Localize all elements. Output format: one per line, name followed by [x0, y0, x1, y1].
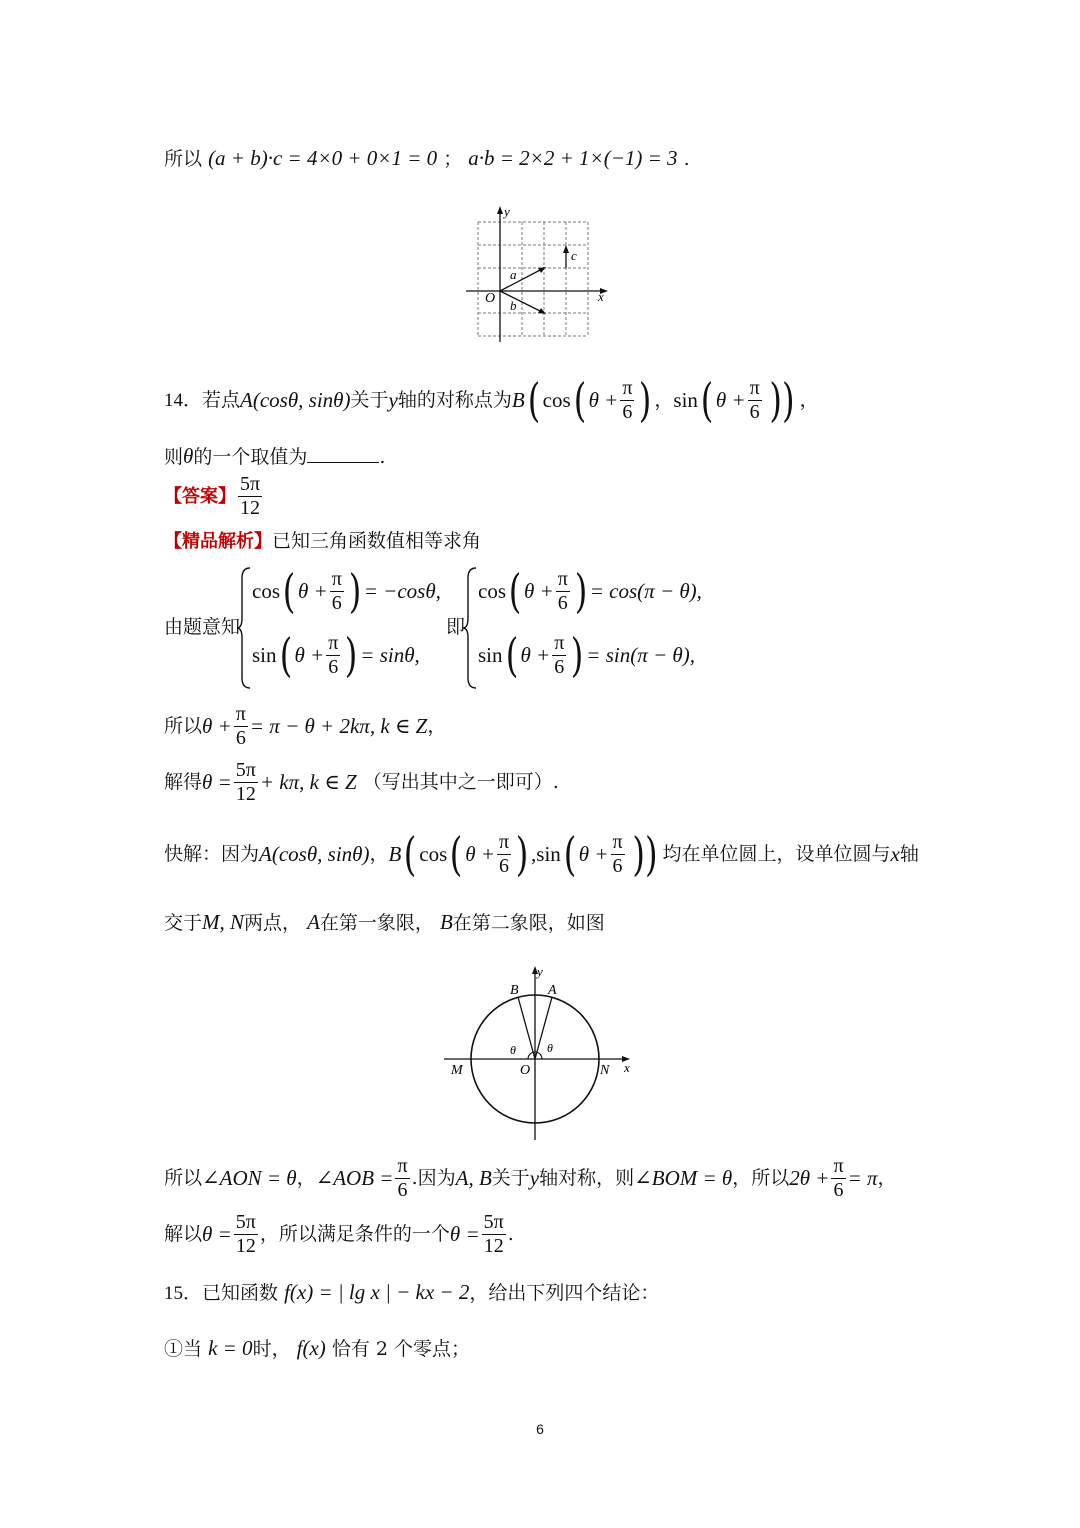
comma: ， — [654, 388, 674, 411]
meet-text: 两点， — [244, 912, 302, 934]
question-14 — [164, 372, 819, 428]
lhs: θ = — [449, 1222, 480, 1246]
fig1-origin-label: O — [485, 291, 496, 306]
quick-text: 轴 — [899, 842, 919, 865]
left-brace — [236, 566, 252, 690]
item-text: 恰有 2 个零点； — [331, 1338, 470, 1360]
paren: ( — [527, 373, 540, 427]
paren: ( — [449, 827, 463, 881]
paren: ( — [282, 564, 296, 618]
page-number: 6 — [536, 1421, 544, 1437]
note: （写出其中之一即可）. — [362, 771, 559, 793]
cos-fn: cos — [542, 387, 571, 412]
question-number: 15． — [164, 1283, 203, 1304]
text-prefix: 所以 — [164, 148, 203, 170]
theta-plus: θ + — [294, 642, 325, 667]
unit-circle-figure — [440, 960, 640, 1144]
function-f: f(x) — [296, 1336, 326, 1360]
solve-line — [164, 760, 559, 805]
angle-bom: ∠BOM = θ — [634, 1166, 733, 1190]
frac-5pi-12: $\frac{5\pi}{12}$ — [483, 1211, 504, 1257]
angle-aob: ∠AOB = — [315, 1166, 394, 1190]
system2-row2 — [478, 628, 695, 682]
quick-text: 快解：因为 — [164, 842, 260, 865]
end-period: . — [379, 446, 386, 468]
points-ab: A, B — [455, 1166, 492, 1190]
system1-row2 — [252, 628, 420, 682]
expr-sum-dot-c: (a + b)·c = 4×0 + 0×1 = 0 — [208, 146, 438, 170]
analysis-header — [164, 532, 481, 551]
theta-plus: θ + — [520, 642, 551, 667]
vector-grid-figure — [458, 200, 618, 348]
point-b: B — [388, 841, 402, 866]
rhs: = −cosθ, — [363, 578, 441, 603]
conclusion-line-2 — [164, 1212, 514, 1257]
frac-pi-6: $\frac{\pi}{6}$ — [749, 376, 760, 423]
paren: ) — [639, 373, 652, 427]
q15-item-1 — [164, 1338, 470, 1359]
paren: ) — [515, 827, 529, 881]
frac-pi-6: $\frac{\pi}{6}$ — [622, 376, 633, 423]
fig2-o-label: O — [520, 1063, 531, 1078]
quick-solution-line — [164, 826, 919, 882]
rhs: = π — [847, 1166, 878, 1190]
theta-plus: θ + — [465, 841, 495, 866]
q15-text: 已知函数 — [202, 1282, 279, 1304]
frac-5pi-12: $\frac{5\pi}{12}$ — [235, 759, 256, 805]
conclusion-text: 解以 — [164, 1223, 203, 1245]
paren: ( — [404, 827, 417, 881]
quick-text: 均在单位圆上，设单位圆与 — [662, 842, 891, 865]
paren: ) — [345, 628, 358, 682]
comma: ， — [799, 388, 819, 411]
from-text: 由题意知 — [164, 616, 241, 638]
lhs: θ = — [202, 770, 232, 794]
angle-aon: ∠AON = θ — [202, 1166, 297, 1190]
q14-text: 的一个取值为 — [193, 446, 308, 468]
system1-row1 — [252, 564, 441, 618]
paren: ( — [700, 373, 714, 427]
question-number: 14． — [164, 389, 203, 411]
condition: k = 0 — [208, 1336, 253, 1360]
q14-text: 轴的对称点为 — [397, 388, 512, 411]
fig1-vector-b-label: b — [510, 298, 517, 313]
meet-text: 在第一象限， — [319, 912, 434, 934]
fig1-vector-a-label: a — [510, 267, 517, 282]
theta-plus: θ + — [578, 841, 609, 866]
rhs: = sin(π − θ), — [586, 642, 695, 667]
axis-y: y — [388, 387, 398, 412]
question-15 — [164, 1282, 659, 1303]
answer-tag: 【答案】 — [164, 485, 236, 507]
separator: ； — [443, 148, 463, 170]
paren: ) — [348, 564, 362, 618]
meet-line — [164, 912, 605, 933]
paren: ( — [508, 564, 522, 618]
axis-x: x — [890, 841, 900, 866]
point-b: B — [511, 387, 525, 412]
rhs: = sinθ, — [360, 642, 420, 667]
conclusion-text: ，所以 — [732, 1167, 790, 1189]
paren: ( — [279, 628, 292, 682]
answer-blank — [307, 446, 379, 463]
fig2-m-label: M — [451, 1063, 463, 1078]
meet-text: 交于 — [164, 912, 203, 934]
q14-text: 关于 — [350, 388, 389, 411]
frac-pi-6: $\frac{\pi}{6}$ — [557, 567, 568, 614]
lhs: 2θ + — [789, 1166, 830, 1190]
conclusion-text: .因为 — [411, 1167, 456, 1189]
paren: ( — [563, 827, 577, 881]
sin-fn: sin — [673, 387, 698, 412]
fig1-x-label: x — [598, 289, 604, 304]
frac-pi-6: $\frac{\pi}{6}$ — [331, 567, 342, 614]
end-period: . — [683, 148, 690, 170]
analysis-text: 已知三角函数值相等求角 — [272, 530, 482, 552]
item-text: 时， — [252, 1338, 291, 1360]
so-text: 所以 — [164, 715, 203, 737]
theta-plus: θ + — [523, 578, 554, 603]
axis-y: y — [529, 1166, 540, 1190]
comma: ， — [296, 1167, 316, 1189]
rhs: + kπ, k ∈ Z — [259, 770, 357, 794]
point-b: B — [439, 910, 453, 934]
frac-pi-6: $\frac{\pi}{6}$ — [397, 1155, 408, 1201]
solve-text: 解得 — [164, 771, 203, 793]
frac-pi-6: $\frac{\pi}{6}$ — [235, 703, 246, 749]
fig1-vector-c-label: c — [571, 248, 577, 263]
theta-plus: θ + — [588, 387, 619, 412]
fig1-y-label: y — [504, 204, 510, 219]
analysis-tag: 【精品解析】 — [164, 531, 272, 552]
answer-fraction: $\frac{5\pi}{12}$ — [240, 473, 261, 519]
paren: ( — [573, 373, 586, 427]
meet-text: 在第二象限，如图 — [452, 912, 605, 934]
q14-text: 则 — [164, 446, 184, 468]
left-brace — [462, 566, 478, 690]
function-def: f(x) = | lg x | − kx − 2 — [284, 1280, 470, 1304]
theta-plus: θ + — [297, 578, 328, 603]
answer-line — [164, 474, 264, 519]
point-a: A(cosθ, sinθ) — [259, 841, 370, 866]
conclusion-text: ，所以满足条件的一个 — [259, 1223, 450, 1245]
fig2-a-label: A — [548, 983, 557, 998]
point-a: A — [307, 910, 320, 934]
frac-pi-6: $\frac{\pi}{6}$ — [554, 631, 565, 678]
calc-line — [164, 148, 690, 169]
lhs: θ = — [202, 1222, 232, 1246]
fig2-b-label: B — [510, 983, 519, 998]
rhs: = π − θ + 2kπ, k ∈ Z — [249, 714, 428, 738]
comma: ， — [427, 715, 447, 737]
frac-5pi-12: $\frac{5\pi}{12}$ — [235, 1211, 256, 1257]
frac-pi-6: $\frac{\pi}{6}$ — [833, 1155, 844, 1201]
sin-fn: sin — [252, 642, 277, 667]
so-line — [164, 704, 446, 749]
conclusion-text: 轴对称，则 — [539, 1167, 635, 1189]
question-14-blank-line — [164, 446, 385, 467]
paren: )) — [631, 827, 658, 881]
fig2-y-label: y — [537, 964, 543, 979]
system2-row1 — [478, 564, 702, 618]
paren: ) — [571, 628, 584, 682]
cos-fn: cos — [478, 578, 506, 603]
cos-fn: cos — [419, 841, 448, 866]
fig2-n-label: N — [600, 1063, 610, 1078]
q15-text: ，给出下列四个结论： — [469, 1282, 660, 1304]
rhs: = cos(π − θ), — [589, 578, 702, 603]
from-label — [164, 618, 240, 637]
paren: )) — [769, 373, 795, 427]
fig2-theta-right: θ — [547, 1041, 553, 1055]
fig2-theta-left: θ — [510, 1043, 516, 1057]
cos-fn: cos — [252, 578, 280, 603]
conclusion-text: 所以 — [164, 1167, 203, 1189]
conclusion-text: 关于 — [491, 1167, 530, 1189]
sin-fn: ,sin — [531, 841, 561, 866]
points-mn: M, N — [202, 910, 245, 934]
frac-pi-6: $\frac{\pi}{6}$ — [498, 830, 510, 877]
paren: ) — [574, 564, 588, 618]
point-a: A(cosθ, sinθ) — [240, 387, 351, 412]
q14-text: 若点 — [202, 388, 241, 411]
theta: θ — [183, 444, 194, 468]
theta-plus: θ + — [715, 387, 746, 412]
sin-fn: sin — [478, 642, 503, 667]
lhs: θ + — [202, 714, 232, 738]
item-text: ①当 — [164, 1338, 203, 1360]
expr-a-dot-b: a·b = 2×2 + 1×(−1) = 3 — [468, 146, 678, 170]
end-period: . — [507, 1223, 514, 1245]
frac-pi-6: $\frac{\pi}{6}$ — [328, 631, 339, 678]
comma: ， — [369, 842, 389, 865]
frac-pi-6: $\frac{\pi}{6}$ — [612, 830, 623, 877]
comma: ， — [877, 1167, 897, 1189]
ji-text: 即 — [446, 616, 466, 638]
fig2-x-label: x — [624, 1060, 630, 1075]
conclusion-line — [164, 1156, 897, 1201]
paren: ( — [505, 628, 518, 682]
